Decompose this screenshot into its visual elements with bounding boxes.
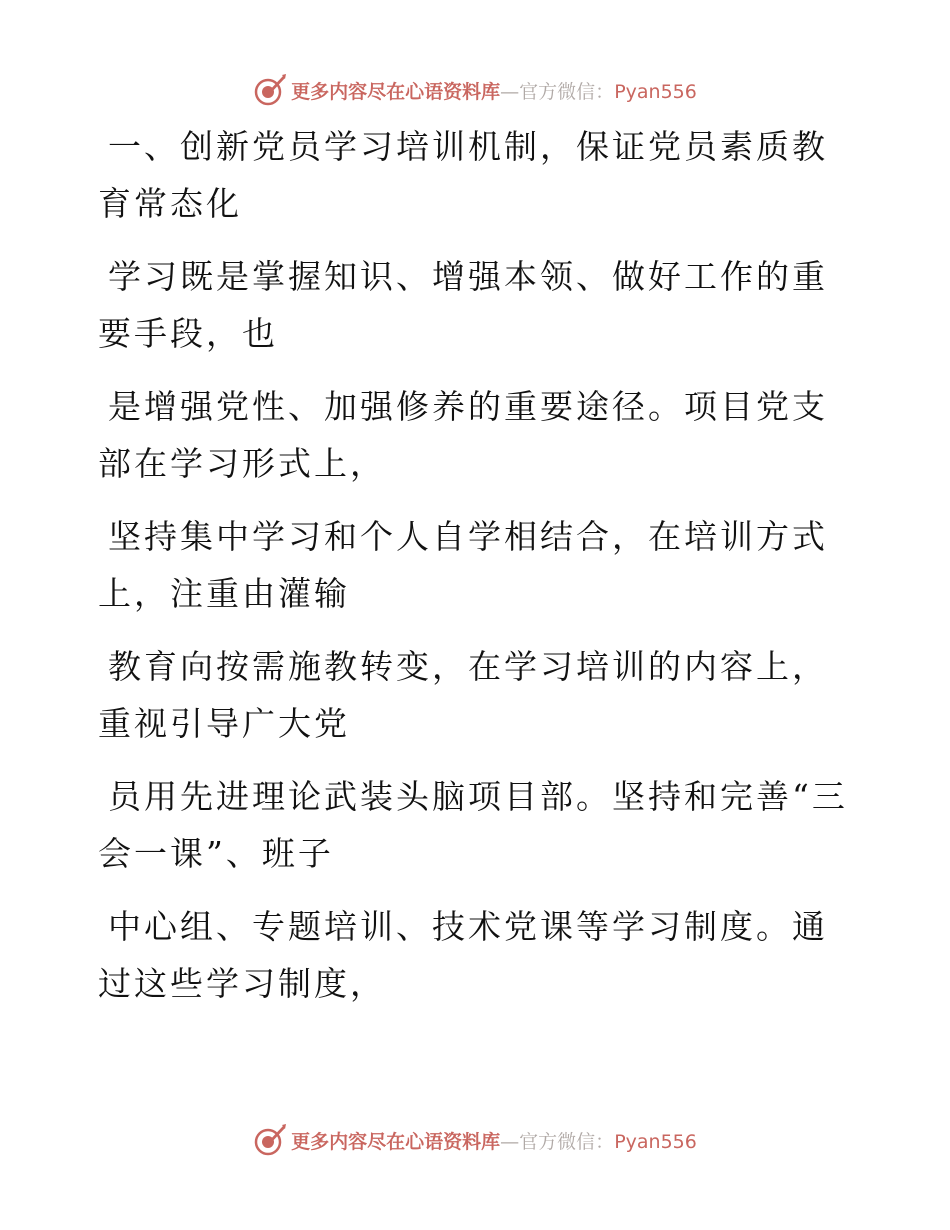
banner-wechat-id: Pyan556 [614, 80, 697, 103]
banner-wechat-id: Pyan556 [614, 1130, 697, 1153]
banner-wechat-label: —官方微信： [500, 80, 615, 103]
paragraph-heading: 一、创新党员学习培训机制，保证党员素质教育常态化 [98, 127, 828, 223]
banner-wechat-label: —官方微信： [500, 1130, 615, 1153]
paragraph: 教育向按需施教转变，在学习培训的内容上，重视引导广大党 [98, 647, 828, 743]
quill-logo-icon [253, 73, 287, 107]
quill-logo-icon [253, 1123, 287, 1157]
paragraph: 学习既是掌握知识、增强本领、做好工作的重要手段，也 [98, 257, 828, 353]
banner-site-name: 更多内容尽在心语资料库 [291, 80, 501, 103]
paragraph: 员用先进理论武装头脑项目部。坚持和完善“三会一课”、班子 [98, 777, 848, 873]
paragraph: 是增强党性、加强修养的重要途径。项目党支部在学习形式上， [98, 387, 828, 483]
footer-watermark-banner [0, 1120, 950, 1160]
document-body [98, 118, 858, 1028]
paragraph: 坚持集中学习和个人自学相结合，在培训方式上，注重由灌输 [98, 517, 828, 613]
header-watermark-banner [0, 70, 950, 110]
paragraph: 中心组、专题培训、技术党课等学习制度。通过这些学习制度， [98, 907, 828, 1003]
banner-site-name: 更多内容尽在心语资料库 [291, 1130, 501, 1153]
